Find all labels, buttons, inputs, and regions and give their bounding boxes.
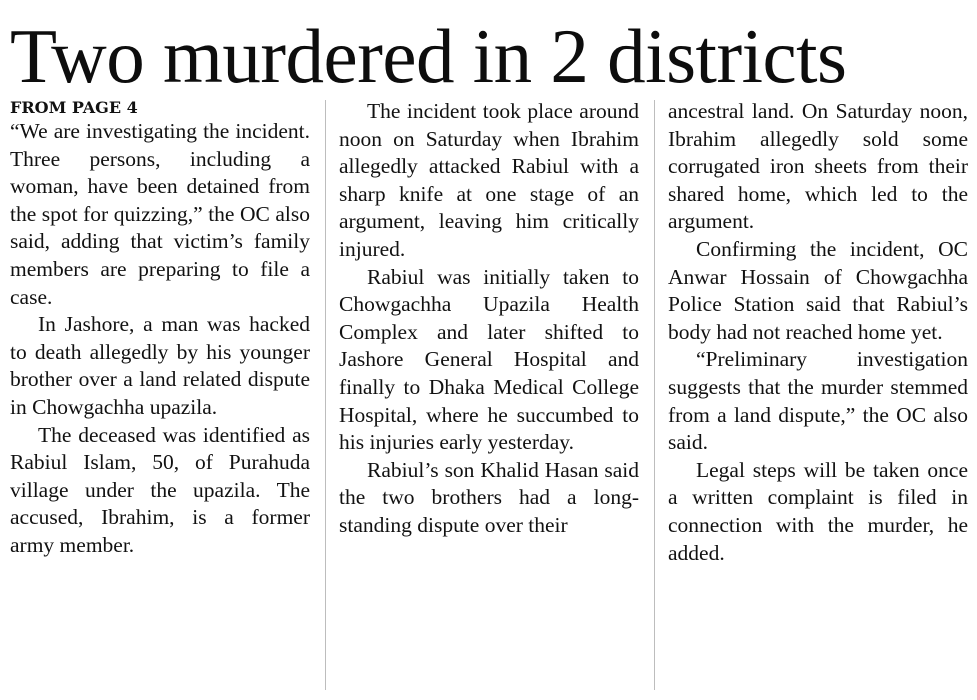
column-divider	[325, 100, 326, 690]
article-column-3	[668, 98, 968, 567]
article-column-2	[339, 98, 639, 540]
paragraph: Confirming the incident, OC Anwar Hossain of Chowgachha Police Station said that Rabiul’s body had not reached home yet.	[668, 236, 968, 344]
paragraph: The deceased was identified as Rabiul Islam, 50, of Purahuda village under the upazila. The accused, Ibrahim, is a former army member.	[10, 422, 310, 557]
paragraph: The incident took place around noon on Saturday when Ibrahim allegedly attacked Rabiul with a sharp knife at one stage of an argument, leaving him critically injured.	[339, 99, 639, 261]
column-divider	[654, 100, 655, 690]
paragraph: In Jashore, a man was hacked to death allegedly by his younger brother over a land related dispute in Chowgachha upazila.	[10, 312, 310, 419]
paragraph: Rabiul’s son Khalid Hasan said the two brothers had a long-standing dispute over their	[339, 457, 639, 537]
paragraph: “Preliminary investigation suggests that the murder stemmed from a land dispute,” the OC also said.	[668, 347, 968, 455]
paragraph: “We are investigating the incident. Three persons, including a woman, have been detained from the spot for quizzing,” the OC also said, adding that victim’s family members are preparing to file a case.	[10, 119, 310, 309]
paragraph: Rabiul was initially taken to Chowgachha Upazila Health Complex and later shifted to Jashore General Hospital and finally to Dhaka Medical College Hospital, where he succumbed to his injuries early yesterday.	[339, 264, 639, 455]
paragraph: Legal steps will be taken once a written complaint is filed in connection with the murder, he added.	[668, 457, 968, 565]
headline: Two murdered in 2 districts	[10, 13, 847, 99]
continuation-kicker: FROM PAGE 4	[10, 98, 138, 117]
paragraph: ancestral land. On Saturday noon, Ibrahim allegedly sold some corrugated iron sheets from their shared home, which led to the argument.	[668, 99, 968, 234]
article-column-1	[10, 98, 310, 560]
